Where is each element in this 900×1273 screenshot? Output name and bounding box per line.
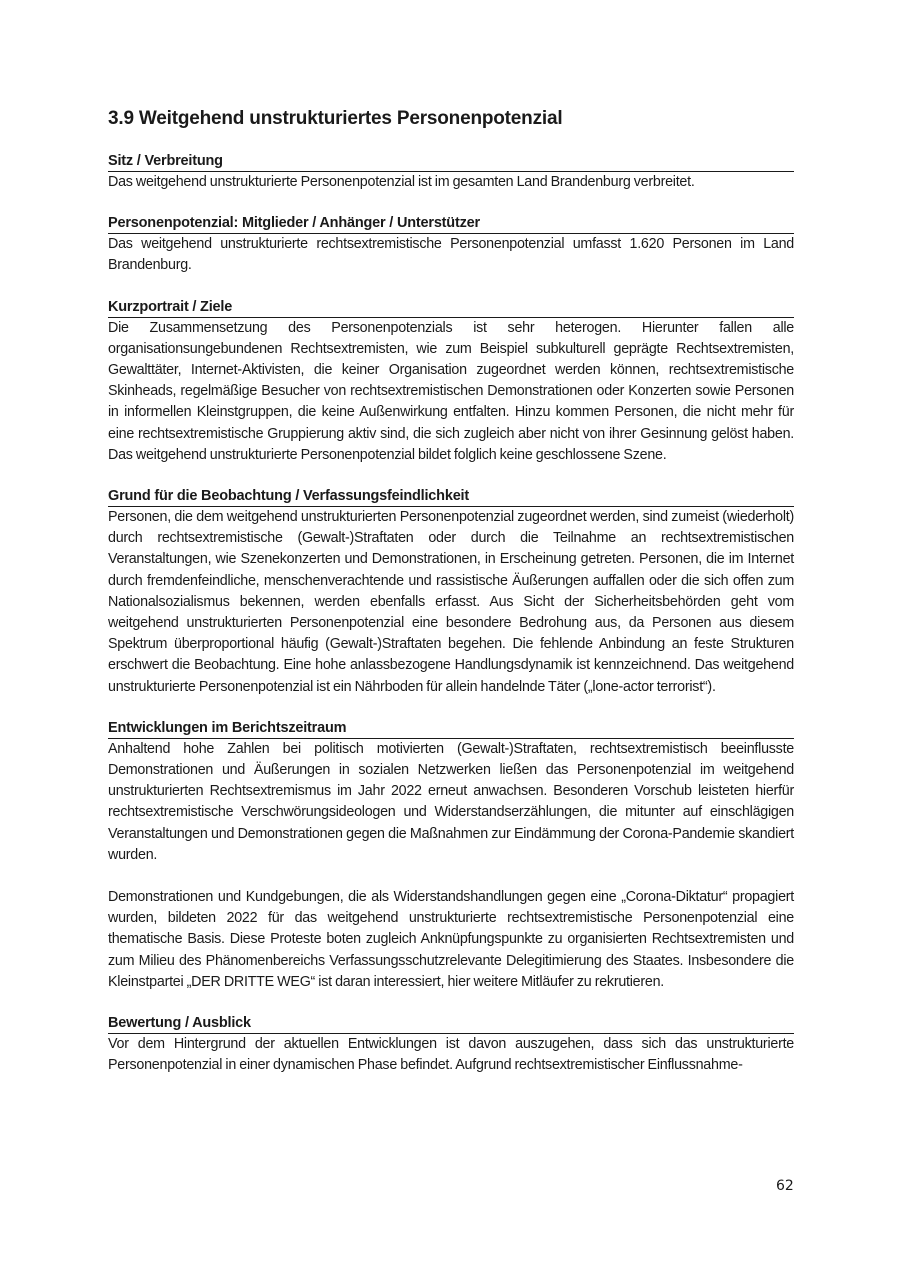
section — [108, 486, 794, 698]
section-heading: Personenpotenzial: Mitglieder / Anhänger / Unterstützer — [108, 213, 794, 234]
section — [108, 1013, 794, 1076]
chapter-title: 3.9 Weitgehend unstrukturiertes Personenpotenzial — [108, 108, 563, 129]
body-paragraph: Die Zusammensetzung des Personenpotenzials ist sehr heterogen. Hierunter fallen alle organisationsungebundenen Rechtsextremisten, wie zum Beispiel subkulturell geprägte Rechtsextremisten, Gewalttäter, Internet-Aktivisten, die keiner Organisation zugeordnet werden können, rechtsextremistische Skinheads, regelmäßige Besucher von rechtsextremistischen Demonstrationen oder Konzerten sowie Personen in informellen Kleinstgruppen, die keine Außenwirkung entfalten. Hinzu kommen Personen, die nicht mehr für eine rechtsextremistische Gruppierung aktiv sind, die sich zugleich aber nicht von ihrer Gesinnung gelöst haben. Das weitgehend unstrukturierte Personenpotenzial bildet folglich keine geschlossene Szene. — [108, 319, 794, 463]
section — [108, 297, 794, 466]
page-number: 62 — [776, 1178, 794, 1194]
body-paragraph: Das weitgehend unstrukturierte Personenpotenzial ist im gesamten Land Brandenburg verbreitet. — [108, 174, 695, 190]
body-paragraph: Vor dem Hintergrund der aktuellen Entwicklungen ist davon auszugehen, dass sich das unstrukturierte Personenpotenzial in einer dynamischen Phase befindet. Aufgrund rechtsextremistischer Einflussnahme- — [108, 1036, 794, 1074]
body-paragraph: Anhaltend hohe Zahlen bei politisch motivierten (Gewalt-)Straftaten, rechtsextremistisch beeinflusste Demonstrationen und Äußerungen in sozialen Netzwerken ließen das Personenpotenzial im weitgehend unstrukturierten Rechtsextremismus im Jahr 2022 erneut anwachsen. Besonderen Vorschub leisteten hierfür rechtsextremistische Verschwörungsideologen und Widerstandserzählungen, die mitunter auf einschlägigen Veranstaltungen und Demonstrationen gegen die Maßnahmen zur Eindämmung der Corona-Pandemie skandiert wurden. — [108, 740, 794, 863]
section — [108, 213, 794, 276]
body-paragraph: Das weitgehend unstrukturierte rechtsextremistische Personenpotenzial umfasst 1.620 Personen im Land Brandenburg. — [108, 236, 794, 274]
section — [108, 718, 794, 993]
section-heading: Sitz / Verbreitung — [108, 151, 794, 172]
section — [108, 151, 794, 193]
section-heading: Kurzportrait / Ziele — [108, 297, 794, 318]
section-heading: Grund für die Beobachtung / Verfassungsfeindlichkeit — [108, 486, 794, 507]
section-heading: Entwicklungen im Berichtszeitraum — [108, 718, 794, 739]
section-heading: Bewertung / Ausblick — [108, 1013, 794, 1034]
body-paragraph: Demonstrationen und Kundgebungen, die als Widerstandshandlungen gegen eine „Corona-Diktatur“ propagiert wurden, bildeten 2022 für das weitgehend unstrukturierte rechtsextremistische Personenpotenzial eine thematische Basis. Diese Proteste boten zugleich Anknüpfungspunkte zu organisierten Rechtsextremisten und zum Milieu des Phänomenbereichs Verfassungsschutzrelevante Delegitimierung des Staates. Insbesondere die Kleinstpartei „DER DRITTE WEG“ ist daran interessiert, hier weitere Mitläufer zu rekrutieren. — [108, 889, 794, 990]
section-list — [108, 151, 794, 1097]
body-paragraph: Personen, die dem weitgehend unstrukturierten Personenpotenzial zugeordnet werden, sind zumeist (wiederholt) durch rechtsextremistische (Gewalt-)Straftaten oder durch die Teilnahme an rechtsextremistischen Veranstaltungen, wie Szenekonzerten und Demonstrationen, in Erscheinung getreten. Personen, die im Internet durch fremdenfeindliche, menschenverachtende und rassistische Äußerungen auffallen oder die sich offen zum Nationalsozialismus bekennen, werden ebenfalls erfasst. Aus Sicht der Sicherheitsbehörden geht vom weitgehend unstrukturierten Personenpotenzial eine besondere Bedrohung aus, da Personen aus diesem Spektrum überproportional häufig (Gewalt-)Straftaten begehen. Die fehlende Anbindung an feste Strukturen erschwert die Beobachtung. Eine hohe anlassbezogene Handlungsdynamik ist kennzeichnend. Das weitgehend unstrukturierte Personenpotenzial ist ein Nährboden für allein handelnde Täter („lone-actor terrorist“). — [108, 509, 794, 695]
